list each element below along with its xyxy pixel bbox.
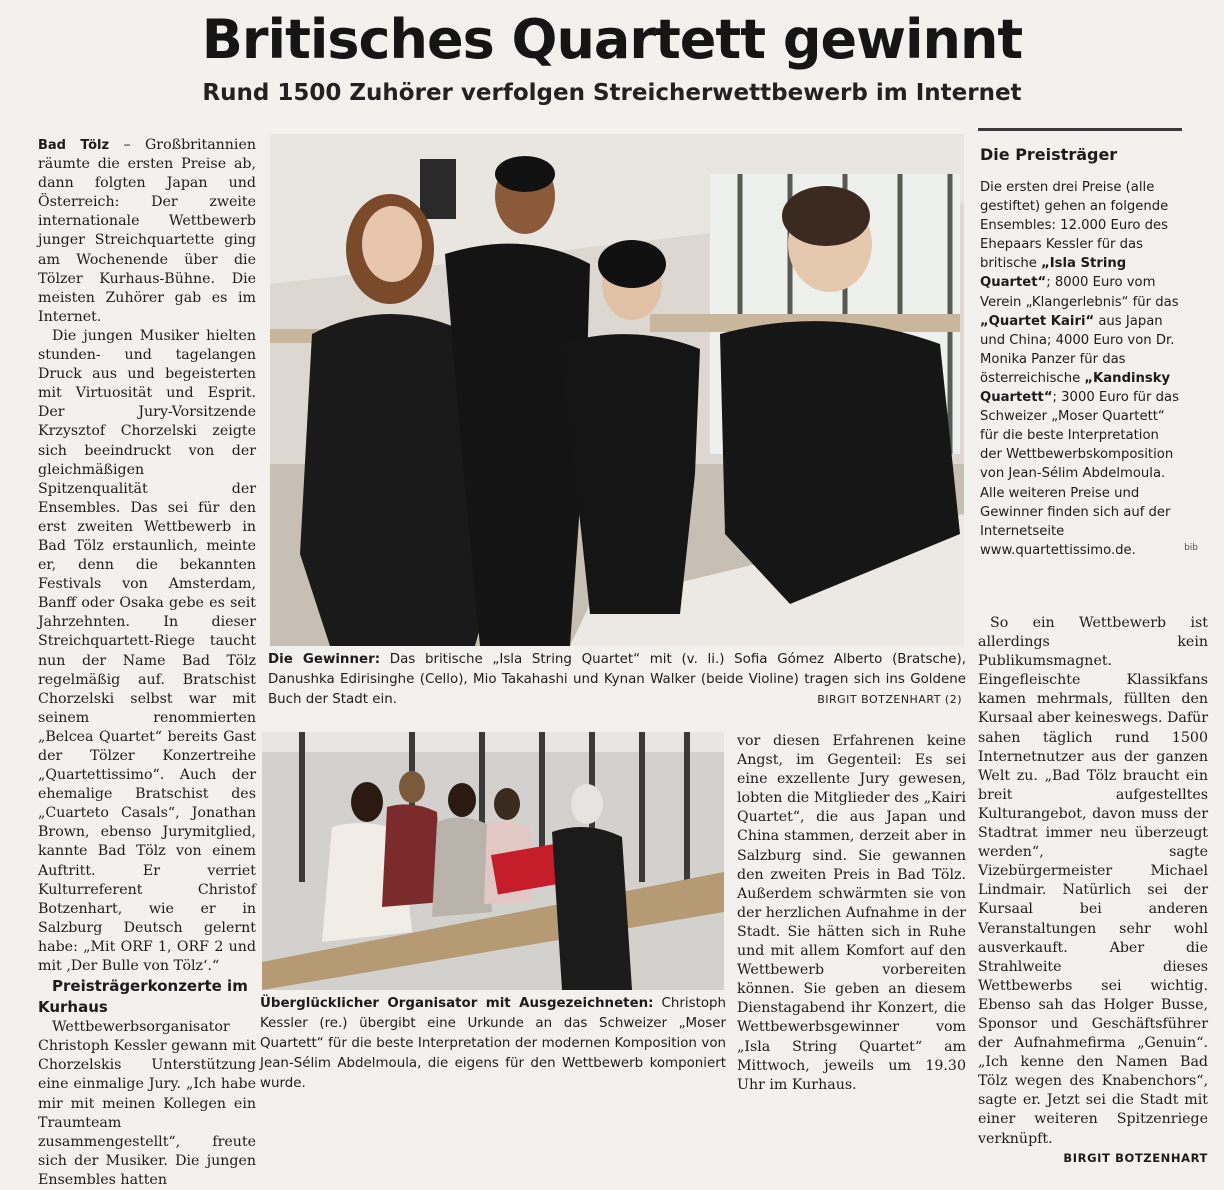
photo-caption-winners: Die Gewinner: Das britische „Isla String Quartet“ mit (v. li.) Sofia Gómez Alberto (Bratsche), Danushka Edirisinghe (Cello), Mio Takahashi und Kynan Walker (beide Violine) tragen sich ins Goldene Buch der Stadt ein. BIRGIT BOTZENHART (2) [268, 650, 966, 710]
infobox-title: Die Preisträger [980, 145, 1118, 164]
prizewinners-infobox [978, 128, 1198, 561]
body-paragraph: Wettbewerbsorganisator Christoph Kessler gewann mit Chorzelskis Unterstützung eine einmalige Jury. „Ich habe mir mit meinen Kollegen ein Traumteam zusammengestellt“, freute sich der Musiker. Die jungen Ensembles hatten [38, 1019, 256, 1188]
ensemble-name: „Quartet Kairi“ [980, 313, 1095, 329]
article-column-1 [38, 136, 256, 1190]
photo-quartet-illustration [270, 134, 964, 646]
ensemble-name: „Kandinsky Quartett“ [980, 370, 1171, 406]
ensemble-name: „Isla String Quartet“ [980, 256, 1127, 291]
caption-lead: Die Gewinner: [268, 652, 381, 667]
lead-paragraph: Bad Tölz – Großbritannien räumte die ersten Preise ab, dann folgten Japan und Österreich: Der zweite internationale Wettbewerb junger Streichquartette ging am Wochenende über die Tölzer Kurhaus-Bühne. Die meisten Zuhörer gab es im Internet. [38, 137, 256, 325]
body-paragraph: So ein Wettbewerb ist allerdings kein Publikumsmagnet. Eingefleischte Klassikfans kamen mehrmals, füllten den Kursaal aber keineswegs. Dafür sahen täglich rund 1500 Internetnutzer aus der ganzen Welt zu. „Bad Tölz braucht ein breit aufgestelltes Kulturangebot, davon muss der Stadtrat immer neu überzeugt werden“, sagte Vizebürgermeister Michael Lindmair. Natürlich sei der Kursaal bei anderen Veranstaltungen sehr wohl ausverkauft. Aber die Strahlweite dieses Wettbewerbs sei wichtig. Ebenso sah das Holger Busse, Sponsor und Geschäftsführer der Aufnahmefirma „Genuin“. „Ich kenne den Namen Bad Tölz wegen des Knabenchors“, sagte er. Jetzt sei die Stadt mit einer weiteren Spitzenriege verknüpft. BIRGIT BOTZENHART [978, 614, 1208, 1149]
photo-quartet-winners [270, 134, 964, 646]
body-paragraph: Die jungen Musiker hielten stunden- und tagelangen Druck aus und begeisterten mit Virtuosität und Esprit. Der Jury-Vorsitzende Krzysztof Chorzelski zeigte sich beeindruckt von der gleichmäßigen Spitzenqualität der Ensembles. Das sei für den erst zweiten Wettbewerb in Bad Tölz erstaunlich, meinte er, denn die bekannten Festivals von Amsterdam, Banff oder Osaka gebe es seit Jahrzehnten. In dieser Streichquartett-Riege taucht nun der Name Bad Tölz regelmäßig auf. Bratschist Chorzelski selbst war mit seinem renommierten „Belcea Quartet“ bereits Gast der Tölzer Konzertreihe „Quartettissimo“. Auch der ehemalige Bratschist des „Cuarteto Casals“, Jonathan Brown, ebenso Jurymitglied, kannte Bad Tölz von einem Auftritt. Er verriet Kulturreferent Christof Botzenhart, wie er in Salzburg Deutsch gelernt habe: „Mit ORF 1, ORF 2 und mit ‚Der Bulle von Tölz‘.“ [38, 327, 256, 975]
body-paragraph: vor diesen Erfahrenen keine Angst, im Gegenteil: Es sei eine exzellente Jury gewesen, lobten die Mitglieder des „Kairi Quartet“, die aus Japan und China stammen, derzeit aber in Salzburg sind. Sie gewannen den zweiten Preis in Bad Tölz. Außerdem schwärmten sie von der herzlichen Aufnahme in der Stadt. Sie hätten sich in Ruhe und mit allem Komfort auf den Wettbewerb vorbereiten können. Sie geben an diesem Dienstagabend ihr Konzert, die Wettbewerbsgewinner vom „Isla String Quartet“ am Mittwoch, jeweils um 19.30 Uhr im Kurhaus. [737, 733, 966, 1093]
author-byline: BIRGIT BOTZENHART [1063, 1150, 1208, 1165]
infobox-body: Die ersten drei Preise (alle gestiftet) gehen an folgende Ensembles: 12.000 Euro des Ehepaars Kessler für das britische „Isla String Quartet“; 8000 Euro vom Verein „Klangerlebnis“ für das „Quartet Kairi“ aus Japan und China; 4000 Euro von Dr. Monika Panzer für das österreichische „Kandinsky Quartett“; 3000 Euro für das Schweizer „Moser Quartett“ für die beste Interpretation der Wettbewerbskomposition von Jean-Sélim Abdelmoula. Alle weiteren Preise und Gewinner finden sich auf der Internetseite www.quartettissimo.de. [980, 180, 1179, 558]
article-column-4 [978, 614, 1208, 1168]
article-column-3 [737, 732, 966, 1095]
headline: Britisches Quartett gewinnt [201, 8, 1023, 71]
dateline: Bad Tölz [38, 138, 110, 153]
subheadline: Rund 1500 Zuhörer verfolgen Streicherwettbewerb im Internet [202, 80, 1022, 106]
section-subheading: Preisträgerkonzerte im Kurhaus [38, 977, 248, 1017]
caption-lead: Überglücklicher Organisator mit Ausgezeichneten: [260, 996, 654, 1011]
photo-organizer-certificate [262, 732, 724, 990]
photo-credit: BIRGIT BOTZENHART (2) [817, 693, 962, 706]
infobox-signature: bib [1184, 543, 1198, 553]
photo-organizer-illustration [262, 732, 724, 990]
photo-caption-organizer: Überglücklicher Organisator mit Ausgezeichneten: Christoph Kessler (re.) übergibt eine Urkunde an das Schweizer „Moser Quartett“ für die beste Interpretation der modernen Komposition von Jean-Sélim Abdelmoula, die eigens für den Wettbewerb komponiert wurde. [260, 996, 726, 1091]
